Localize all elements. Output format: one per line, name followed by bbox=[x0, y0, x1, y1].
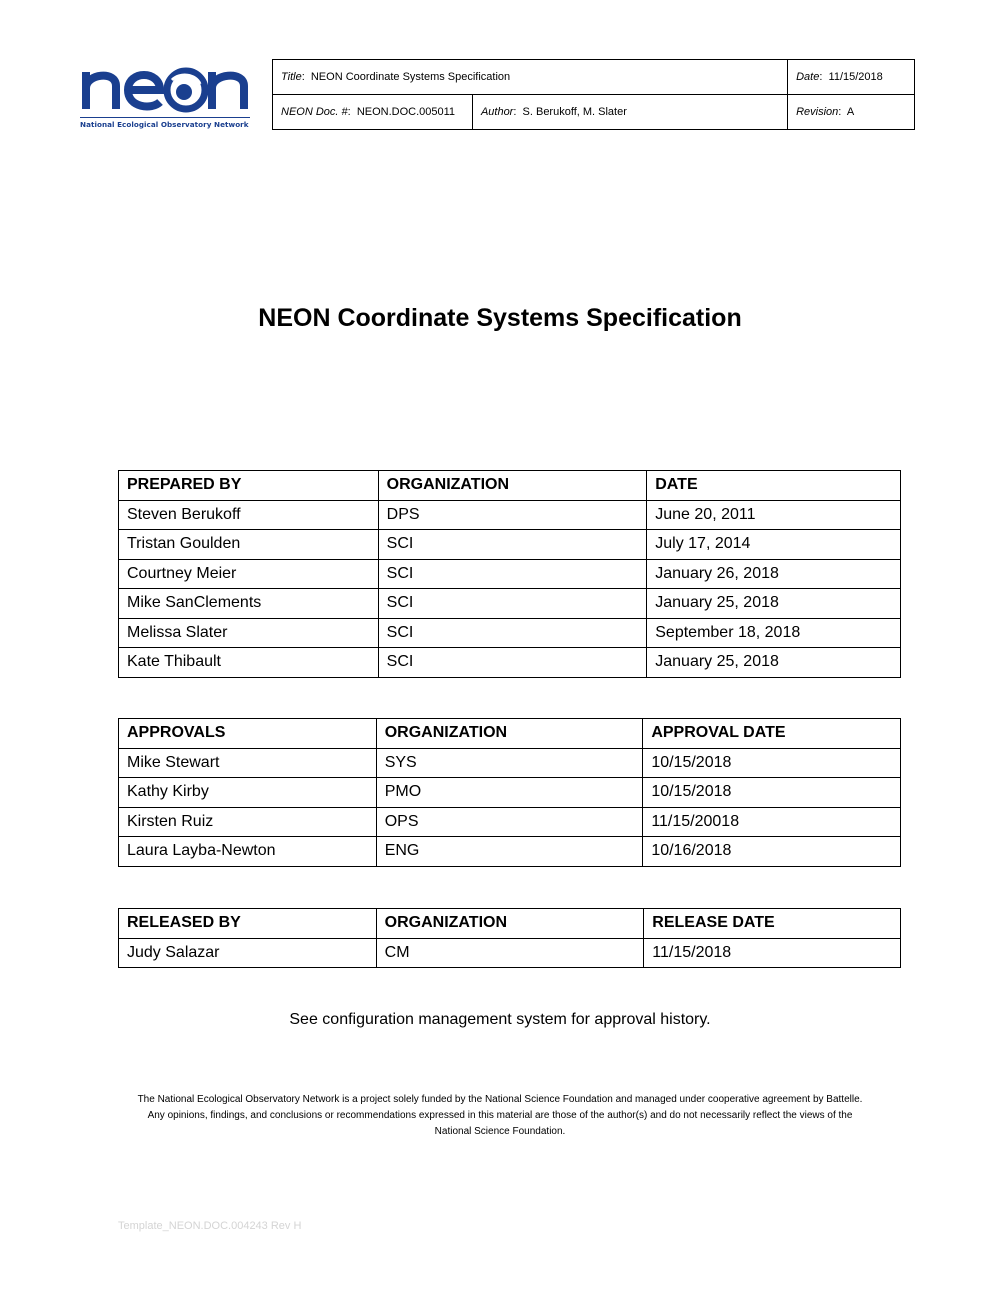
header-title-cell: Title: NEON Coordinate Systems Specification bbox=[273, 60, 788, 95]
footer-line: The National Ecological Observatory Network is a project solely funded by the National Science Foundation and managed under cooperative agreement by Battelle. bbox=[137, 1094, 863, 1105]
table-row bbox=[119, 778, 901, 808]
column-header: ORGANIZATION bbox=[378, 471, 647, 501]
table-cell: January 25, 2018 bbox=[647, 589, 901, 619]
table-cell: Kate Thibault bbox=[119, 648, 379, 678]
table-cell: SCI bbox=[378, 559, 647, 589]
table-cell: Kirsten Ruiz bbox=[119, 807, 377, 837]
column-header: APPROVALS bbox=[119, 719, 377, 749]
table-row bbox=[119, 938, 901, 968]
neon-logo bbox=[80, 62, 252, 132]
table-row bbox=[119, 589, 901, 619]
date-label: Date bbox=[796, 71, 820, 83]
table-cell: Melissa Slater bbox=[119, 618, 379, 648]
logo-caption: National Ecological Observatory Network bbox=[80, 117, 250, 129]
table-cell: Kathy Kirby bbox=[119, 778, 377, 808]
table-cell: Mike Stewart bbox=[119, 748, 377, 778]
header-date-cell: Date: 11/15/2018 bbox=[788, 60, 915, 95]
column-header: ORGANIZATION bbox=[376, 909, 644, 939]
table-cell: ENG bbox=[376, 837, 643, 867]
date-value: 11/15/2018 bbox=[828, 71, 883, 83]
table-cell: PMO bbox=[376, 778, 643, 808]
table-cell: Mike SanClements bbox=[119, 589, 379, 619]
column-header: RELEASE DATE bbox=[644, 909, 901, 939]
table-cell: SCI bbox=[378, 648, 647, 678]
table-cell: SYS bbox=[376, 748, 643, 778]
column-header: APPROVAL DATE bbox=[643, 719, 901, 749]
table-cell: SCI bbox=[378, 530, 647, 560]
document-header-table bbox=[272, 59, 915, 130]
table-row bbox=[119, 807, 901, 837]
prepared-by-table bbox=[118, 470, 901, 678]
neon-wordmark-icon bbox=[80, 62, 252, 114]
table-row bbox=[119, 748, 901, 778]
table-row bbox=[119, 530, 901, 560]
table-cell: 11/15/20018 bbox=[643, 807, 901, 837]
table-cell: Steven Berukoff bbox=[119, 500, 379, 530]
revision-label: Revision bbox=[796, 106, 839, 118]
header-author-cell: Author: S. Berukoff, M. Slater bbox=[472, 95, 787, 130]
doc-value: NEON.DOC.005011 bbox=[356, 106, 456, 118]
table-row bbox=[119, 837, 901, 867]
header-revision-cell: Revision: A bbox=[788, 95, 915, 130]
table-cell: July 17, 2014 bbox=[647, 530, 901, 560]
approval-history-note: See configuration management system for approval history. bbox=[289, 1011, 711, 1028]
doc-label: NEON Doc. # bbox=[281, 106, 348, 118]
table-cell: SCI bbox=[378, 589, 647, 619]
table-row bbox=[119, 648, 901, 678]
header-doc-cell: NEON Doc. #: NEON.DOC.005011 bbox=[273, 95, 473, 130]
funding-disclaimer bbox=[110, 1092, 890, 1140]
author-value: S. Berukoff, M. Slater bbox=[522, 106, 627, 118]
footer-line: Any opinions, findings, and conclusions or recommendations expressed in this material are those of the author(s) and do not necessarily reflect the views of the bbox=[147, 1110, 853, 1121]
footer-line: National Science Foundation. bbox=[434, 1126, 566, 1137]
table-cell: January 26, 2018 bbox=[647, 559, 901, 589]
table-cell: CM bbox=[376, 938, 644, 968]
table-header-row bbox=[119, 719, 901, 749]
table-cell: Tristan Goulden bbox=[119, 530, 379, 560]
table-cell: Laura Layba-Newton bbox=[119, 837, 377, 867]
table-header-row bbox=[119, 471, 901, 501]
revision-value: A bbox=[846, 106, 855, 118]
table-cell: 11/15/2018 bbox=[644, 938, 901, 968]
column-header: RELEASED BY bbox=[119, 909, 377, 939]
author-label: Author bbox=[480, 106, 514, 118]
table-cell: June 20, 2011 bbox=[647, 500, 901, 530]
title-label: Title bbox=[281, 71, 302, 83]
table-row bbox=[119, 559, 901, 589]
table-cell: SCI bbox=[378, 618, 647, 648]
table-cell: OPS bbox=[376, 807, 643, 837]
table-cell: 10/15/2018 bbox=[643, 778, 901, 808]
table-row bbox=[119, 618, 901, 648]
column-header: DATE bbox=[647, 471, 901, 501]
column-header: PREPARED BY bbox=[119, 471, 379, 501]
released-by-table bbox=[118, 908, 901, 968]
table-cell: Courtney Meier bbox=[119, 559, 379, 589]
approvals-table bbox=[118, 718, 901, 867]
table-cell: September 18, 2018 bbox=[647, 618, 901, 648]
table-cell: January 25, 2018 bbox=[647, 648, 901, 678]
table-cell: 10/16/2018 bbox=[643, 837, 901, 867]
table-cell: 10/15/2018 bbox=[643, 748, 901, 778]
table-row bbox=[119, 500, 901, 530]
table-cell: DPS bbox=[378, 500, 647, 530]
title-value: NEON Coordinate Systems Specification bbox=[310, 71, 511, 83]
template-id: Template_NEON.DOC.004243 Rev H bbox=[118, 1220, 302, 1232]
document-title: NEON Coordinate Systems Specification bbox=[258, 304, 742, 332]
table-cell: Judy Salazar bbox=[119, 938, 377, 968]
table-header-row bbox=[119, 909, 901, 939]
column-header: ORGANIZATION bbox=[376, 719, 643, 749]
